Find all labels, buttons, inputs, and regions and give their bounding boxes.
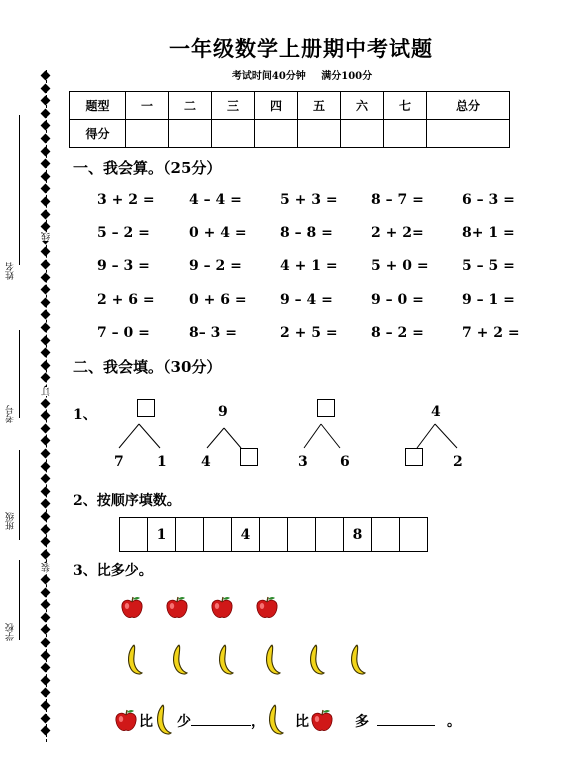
q3-label: 3、比多少。 (73, 563, 153, 579)
sequence-blank-cell[interactable] (288, 518, 316, 552)
banana-icon (306, 644, 326, 680)
q1-label: 1、 (73, 407, 97, 423)
sequence-given-cell: 1 (148, 518, 176, 552)
equation: 9 – 3 = (97, 258, 150, 275)
page-title: 一年级数学上册期中考试题 (169, 36, 433, 61)
header-cell: 一 (126, 92, 169, 120)
header-cell: 四 (255, 92, 298, 120)
bond-left-3: 3 (298, 454, 308, 470)
answer-blank-more[interactable] (377, 711, 435, 726)
compare-bi-1: 比 (139, 714, 153, 730)
equation: 8+ 1 = (462, 225, 515, 242)
equation: 5 + 3 = (280, 192, 338, 208)
bond-blank-right-2[interactable] (240, 448, 258, 466)
compare-end: 。 (447, 714, 461, 730)
apple-icon (113, 714, 139, 730)
q2-label: 2、按顺序填数。 (73, 493, 181, 509)
compare-bi-2: 比 (295, 714, 309, 730)
bond-top-4: 4 (431, 404, 441, 420)
apple-icon (119, 594, 145, 624)
equation: 6 – 3 = (462, 192, 515, 208)
apple-icon (309, 714, 335, 730)
banana-icon (265, 714, 285, 730)
equation: 9 – 0 = (371, 291, 424, 308)
header-cell: 五 (298, 92, 341, 120)
apple-icon (164, 594, 190, 624)
equation: 0 + 6 = (189, 291, 247, 308)
sequence-blank-cell[interactable] (204, 518, 232, 552)
sequence-blank-cell[interactable] (400, 518, 428, 552)
compare-sentence (113, 704, 461, 740)
sequence-blank-cell[interactable] (316, 518, 344, 552)
equation: 3 + 2 = (97, 192, 155, 208)
answer-blank-fewer[interactable] (191, 711, 251, 726)
sequence-blank-cell[interactable] (176, 518, 204, 552)
equation: 8 – 2 = (371, 324, 424, 341)
bond-left-2: 4 (201, 454, 211, 470)
sequence-blank-cell[interactable] (120, 518, 148, 552)
header-cell: 三 (212, 92, 255, 120)
banana-icon (153, 714, 173, 730)
equation: 8– 3 = (189, 324, 237, 341)
equation: 7 + 2 = (462, 324, 520, 341)
full-score: 满分100分 (321, 71, 373, 82)
fold-char-bind: 装 (42, 563, 52, 572)
header-cell: 总分 (427, 92, 510, 120)
margin-field-class: 班级 (6, 512, 16, 530)
equation: 8 – 7 = (371, 192, 424, 208)
equation: 2 + 6 = (97, 291, 155, 308)
header-cell: 题型 (70, 92, 126, 120)
sequence-table (119, 517, 428, 552)
banana-icon (262, 644, 282, 680)
bond-blank-top-1[interactable] (137, 399, 155, 417)
equation: 2 + 2= (371, 225, 424, 242)
score-row-label: 得分 (70, 120, 126, 148)
banana-icon (124, 644, 144, 680)
bond-right-3: 6 (340, 454, 350, 470)
header-cell: 七 (384, 92, 427, 120)
margin-field-name: 姓名 (6, 262, 16, 280)
section2-heading: 二、我会填。（30分） (73, 358, 222, 376)
sequence-given-cell: 4 (232, 518, 260, 552)
section1-heading: 一、我会算。（25分） (73, 159, 222, 177)
fold-char-line: 线 (42, 232, 52, 241)
equation: 9 – 1 = (462, 291, 515, 308)
header-cell: 二 (169, 92, 212, 120)
compare-duo: 多 (355, 714, 369, 730)
banana-icon (215, 644, 235, 680)
apple-icon (254, 594, 280, 624)
equation: 5 – 5 = (462, 258, 515, 275)
sequence-blank-cell[interactable] (260, 518, 288, 552)
equation: 5 + 0 = (371, 258, 429, 275)
banana-icon (169, 644, 189, 680)
equation: 2 + 5 = (280, 324, 338, 341)
sequence-blank-cell[interactable] (372, 518, 400, 552)
compare-shao: 少 (177, 714, 191, 730)
apple-icon (209, 594, 235, 624)
equation: 9 – 4 = (280, 291, 333, 308)
bond-top-2: 9 (218, 404, 228, 420)
sequence-given-cell: 8 (344, 518, 372, 552)
margin-field-exam-number: 考号 (6, 405, 16, 423)
margin-field-school: 学校 (6, 623, 16, 641)
banana-icon (347, 644, 367, 680)
bond-left-1: 7 (114, 454, 124, 470)
fold-char-staple: 订 (42, 387, 52, 396)
equation: 7 – 0 = (97, 324, 150, 341)
header-cell: 六 (341, 92, 384, 120)
bond-right-1: 1 (157, 454, 167, 470)
equation: 0 + 4 = (189, 225, 247, 242)
equation: 4 – 4 = (189, 192, 242, 208)
bond-blank-top-3[interactable] (317, 399, 335, 417)
equation: 8 – 8 = (280, 225, 333, 242)
compare-comma: ， (251, 714, 265, 730)
exam-time: 考试时间40分钟 (231, 71, 306, 82)
equation: 5 – 2 = (97, 225, 150, 242)
equation: 9 – 2 = (189, 258, 242, 275)
bond-right-4: 2 (453, 454, 463, 470)
equation: 4 + 1 = (280, 258, 338, 275)
bond-blank-left-4[interactable] (405, 448, 423, 466)
